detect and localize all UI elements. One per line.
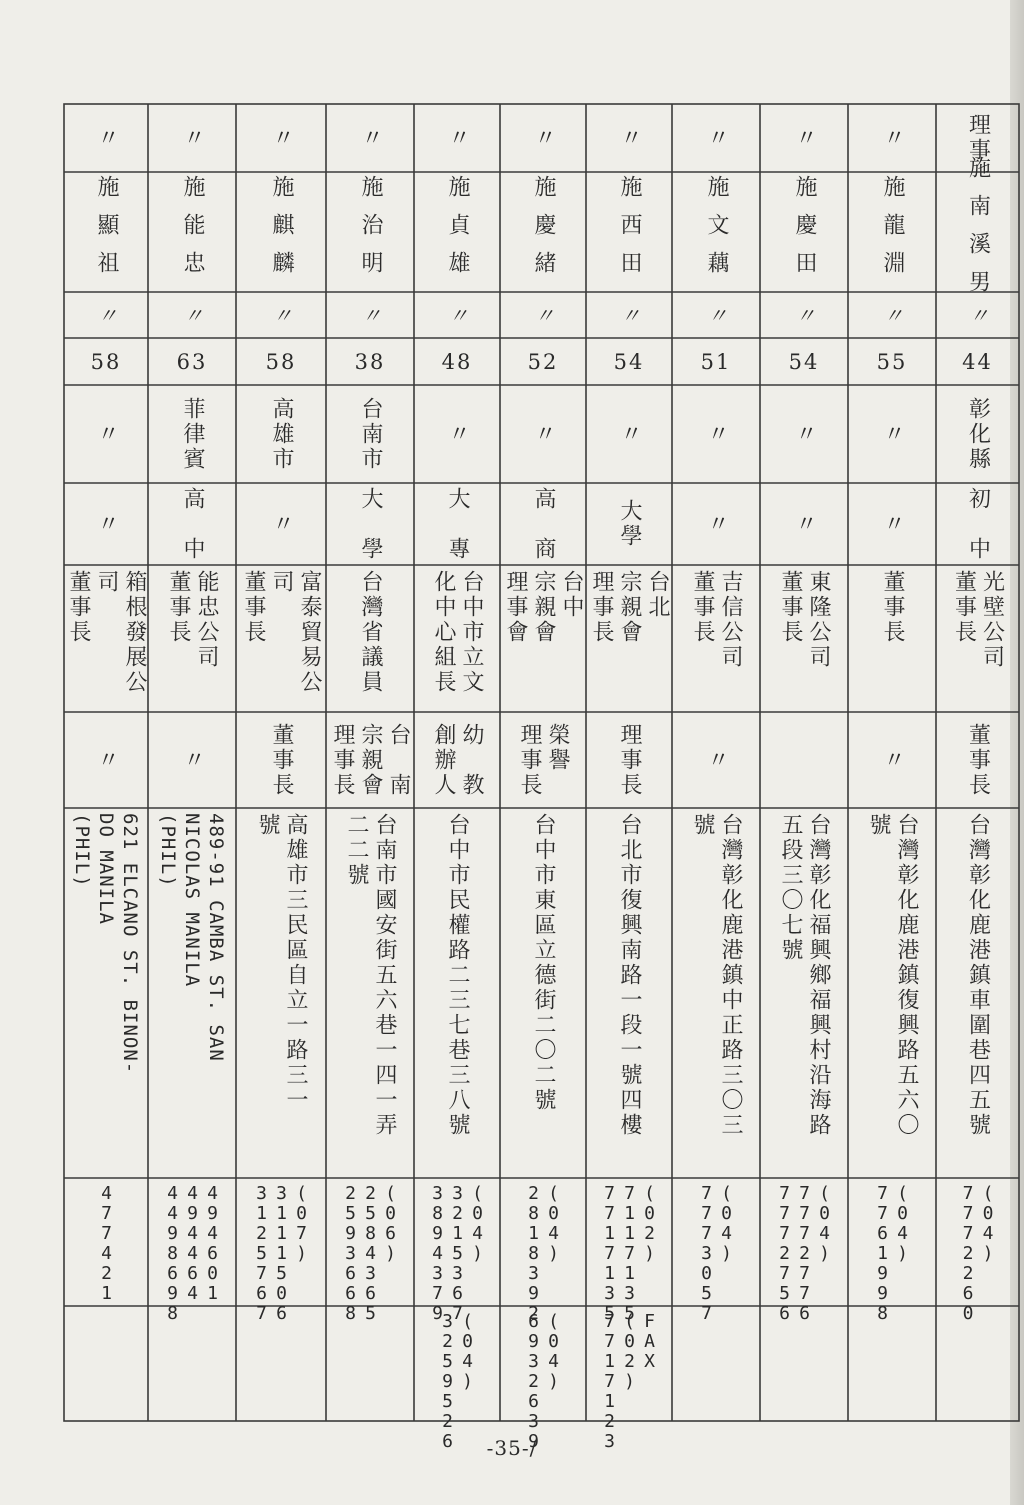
cell-age: 58 [90,349,122,374]
cell-name: 施麒麟 [269,175,294,289]
cell-role: 董事長 [269,722,294,798]
cell-origin: 〃 [792,421,817,447]
cell-origin: 高雄市 [269,396,294,472]
cell-education: 大 專 [445,486,470,562]
cell-origin: 菲律賓 [180,396,205,472]
cell-fax: (04) 6932639 [523,1311,564,1451]
cell-age: 38 [354,349,386,374]
cell-name: 施慶田 [792,175,817,289]
cell-age: 48 [441,349,473,374]
cell-age: 51 [700,349,732,374]
cell-fax: FAX (02) 7717123 [599,1311,660,1451]
cell-education: 大 學 [358,486,383,562]
cell-address: 台灣彰化福興鄉福興村沿海路 五段三〇七號 [778,813,831,1138]
cell-ditto-mark: 〃 [792,305,816,325]
page-number: -35-/ [486,1436,538,1460]
cell-education: 〃 [792,511,817,537]
cell-title: 〃 [94,125,119,151]
cell-phone: (02) 7117135 7717135 [599,1183,660,1323]
cell-origin: 〃 [617,421,642,447]
cell-origin: 〃 [445,421,470,447]
cell-title: 〃 [531,125,556,151]
cell-origin: 〃 [531,421,556,447]
cell-fax [330,1311,410,1416]
cell-title: 〃 [617,125,642,151]
cell-education: 高 商 [531,486,556,562]
cell-ditto-mark: 〃 [94,305,118,325]
cell-education: 〃 [880,511,905,537]
cell-position: 箱根發展公 司 董事長 [66,570,147,695]
cell-role: 台 南 宗親會 理事長 [330,722,411,798]
cell-phone: (06) 2584365 2593668 [340,1183,401,1323]
cell-phone: (04) 7772260 [957,1183,999,1323]
cell-address: 台中市東區立德街二〇二號 [531,813,556,1113]
cell-fax [852,1311,932,1416]
cell-ditto-mark: 〃 [880,305,904,325]
cell-fax [152,1311,232,1416]
cell-phone: (04) 3215367 3894379 [427,1183,488,1323]
cell-role: 幼 教 創辦人 [431,722,484,798]
cell-origin: 〃 [94,421,119,447]
cell-age: 52 [527,349,559,374]
cell-education: 〃 [94,511,119,537]
cell-role: 董事長 [965,722,991,798]
cell-age: 55 [876,349,908,374]
cell-title: 〃 [180,125,205,151]
cell-fax [940,1311,1015,1416]
cell-education: 初 中 [965,486,991,562]
cell-origin: 〃 [880,421,905,447]
cell-fax [676,1311,756,1416]
cell-role: 〃 [880,747,905,773]
cell-phone: (04) 7773057 [696,1183,737,1323]
cell-title: 〃 [445,125,470,151]
cell-title: 〃 [704,125,729,151]
cell-address: 高雄市三民區自立一路三一 號 [255,813,308,1113]
cell-position: 吉信公司 董事長 [690,570,743,670]
cell-name: 施西田 [617,175,642,289]
cell-phone: 494601 494464 4498698 [162,1183,223,1323]
cell-education: 〃 [269,511,294,537]
cell-origin: 彰化縣 [965,396,991,472]
cell-age: 63 [176,349,208,374]
cell-fax [240,1311,322,1416]
cell-position: 富泰貿易公 司 董事長 [241,570,322,695]
cell-address: 台中市民權路二三七巷三八號 [445,813,470,1138]
cell-address: 台灣彰化鹿港鎮車圍巷四五號 [965,813,991,1138]
cell-phone: (07) 3111506 3125767 [251,1183,312,1323]
cell-role: 〃 [704,747,729,773]
cell-fax [68,1311,144,1416]
cell-age: 58 [265,349,297,374]
cell-title: 〃 [880,125,905,151]
cell-address: 台北市復興南路一段一號四樓 [617,813,642,1138]
cell-ditto-mark: 〃 [531,305,555,325]
cell-name: 施慶緒 [531,175,556,289]
cell-phone: 477421 [96,1183,117,1303]
cell-education: 〃 [704,511,729,537]
cell-age: 54 [613,349,645,374]
cell-position: 光壁公司 董事長 [951,570,1005,670]
cell-ditto-mark: 〃 [358,305,382,325]
cell-age: 54 [788,349,820,374]
cell-name: 施南溪男 [965,156,991,308]
cell-position: 台北 宗親會 理事長 [589,570,670,645]
cell-position: 台中市立文 化中心組長 [431,570,484,695]
cell-name: 施能忠 [180,175,205,289]
cell-title: 〃 [269,125,294,151]
cell-position: 台中 宗親會 理事會 [503,570,584,645]
cell-ditto-mark: 〃 [617,305,641,325]
cell-position: 台灣省議員 [358,570,383,695]
cell-address: 台灣彰化鹿港鎮復興路五六〇 號 [866,813,919,1138]
cell-origin: 台南市 [358,396,383,472]
cell-name: 施治明 [358,175,383,289]
cell-role: 〃 [180,747,205,773]
cell-address: 台南市國安街五六巷一四一弄 二二號 [344,813,397,1138]
cell-ditto-mark: 〃 [965,305,990,325]
cell-address: 621 ELCANO ST. BINON- DO MANILA (PHIL) [71,813,141,1075]
cell-ditto-mark: 〃 [269,305,293,325]
cell-phone: (04) 7772776 7772756 [774,1183,835,1323]
cell-phone: (04) 7761998 [872,1183,913,1323]
cell-name: 施龍淵 [880,175,905,289]
cell-ditto-mark: 〃 [445,305,469,325]
cell-role [764,717,844,803]
cell-title: 理事 [965,113,991,163]
cell-position: 東隆公司 董事長 [778,570,831,670]
cell-role: 榮譽 理事長 [517,722,570,798]
cell-address: 489-91 CAMBA ST. SAN NICOLAS MANILA (PHIL) [157,813,227,1062]
cell-name: 施貞雄 [445,175,470,289]
cell-ditto-mark: 〃 [704,305,728,325]
cell-fax [764,1311,844,1416]
cell-role: 〃 [94,747,119,773]
cell-role: 理事長 [617,722,642,798]
cell-age: 44 [962,349,993,374]
cell-name: 施文藕 [704,175,729,289]
cell-origin: 〃 [704,421,729,447]
cell-education: 大學 [617,499,642,549]
cell-fax: (04) 3259526 [437,1311,478,1451]
cell-position: 能忠公司 董事長 [166,570,219,670]
cell-education: 高 中 [180,486,205,562]
cell-title: 〃 [792,125,817,151]
cell-position: 董事長 [880,570,905,645]
cell-address: 台灣彰化鹿港鎮中正路三〇三 號 [690,813,743,1138]
cell-name: 施顯祖 [94,175,119,289]
cell-title: 〃 [358,125,383,151]
cell-phone: (04) 2818392 [523,1183,564,1323]
cell-ditto-mark: 〃 [180,305,204,325]
